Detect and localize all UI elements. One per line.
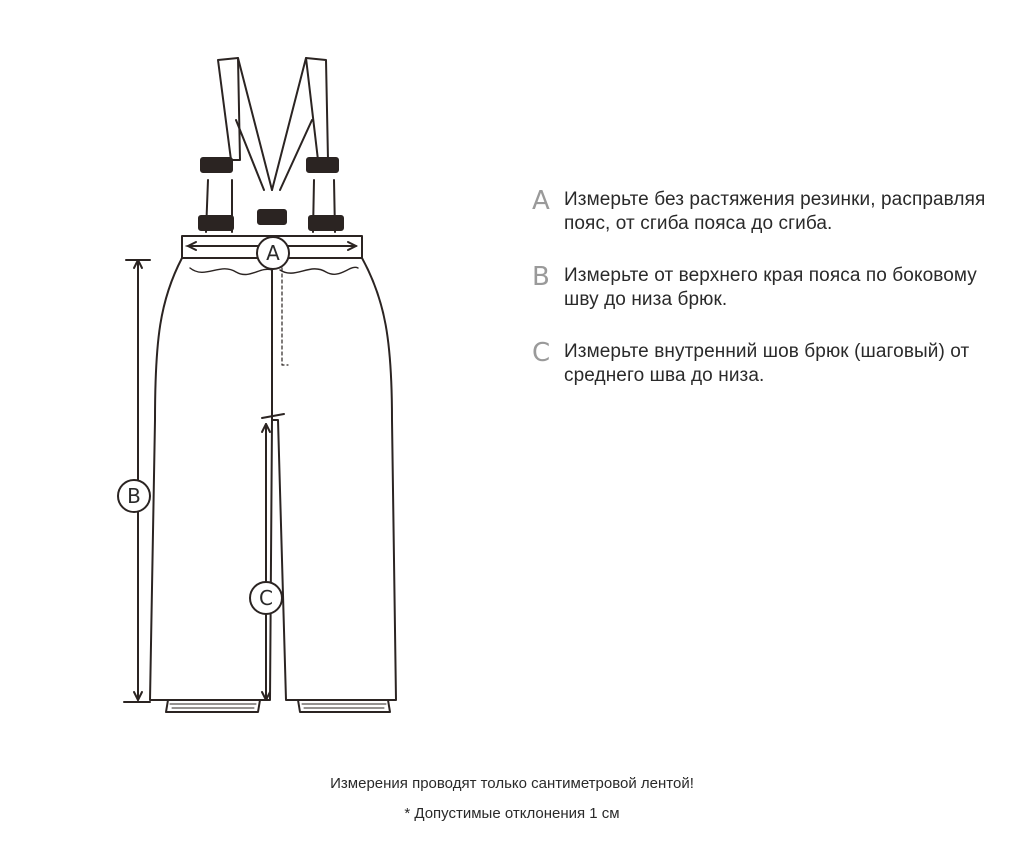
instruction-b (532, 264, 1002, 312)
marker-b (118, 480, 150, 512)
pants-body (150, 258, 396, 700)
measurement-instructions (532, 188, 1002, 416)
instruction-c-text: Измерьте внутренний шов брюк (шаговый) от среднего шва до низа. (564, 341, 970, 386)
instruction-a-letter: A (532, 186, 550, 216)
marker-c-label: C (259, 586, 273, 610)
instruction-a-text: Измерьте без растяжения резинки, расправляя пояс, от сгиба пояса до сгиба. (564, 189, 986, 234)
right-suspender-strap (272, 58, 335, 232)
marker-a (257, 237, 289, 269)
instruction-c-letter: C (532, 338, 551, 368)
instruction-b-letter: B (532, 262, 550, 292)
pant-cuffs (166, 700, 390, 712)
instruction-a (532, 188, 1002, 236)
inseam-arrow (262, 414, 284, 700)
marker-c (250, 582, 282, 614)
left-suspender-strap (206, 58, 272, 232)
instruction-c (532, 340, 1002, 388)
instruction-b-text: Измерьте от верхнего края пояса по боковому шву до низа брюк. (564, 265, 977, 310)
measurement-note: Измерения проводят только сантиметровой лентой! (330, 775, 694, 792)
strap-buckles (199, 158, 343, 230)
marker-a-label: A (266, 241, 280, 265)
tolerance-note: * Допустимые отклонения 1 см (404, 805, 620, 822)
marker-b-label: B (127, 484, 141, 508)
